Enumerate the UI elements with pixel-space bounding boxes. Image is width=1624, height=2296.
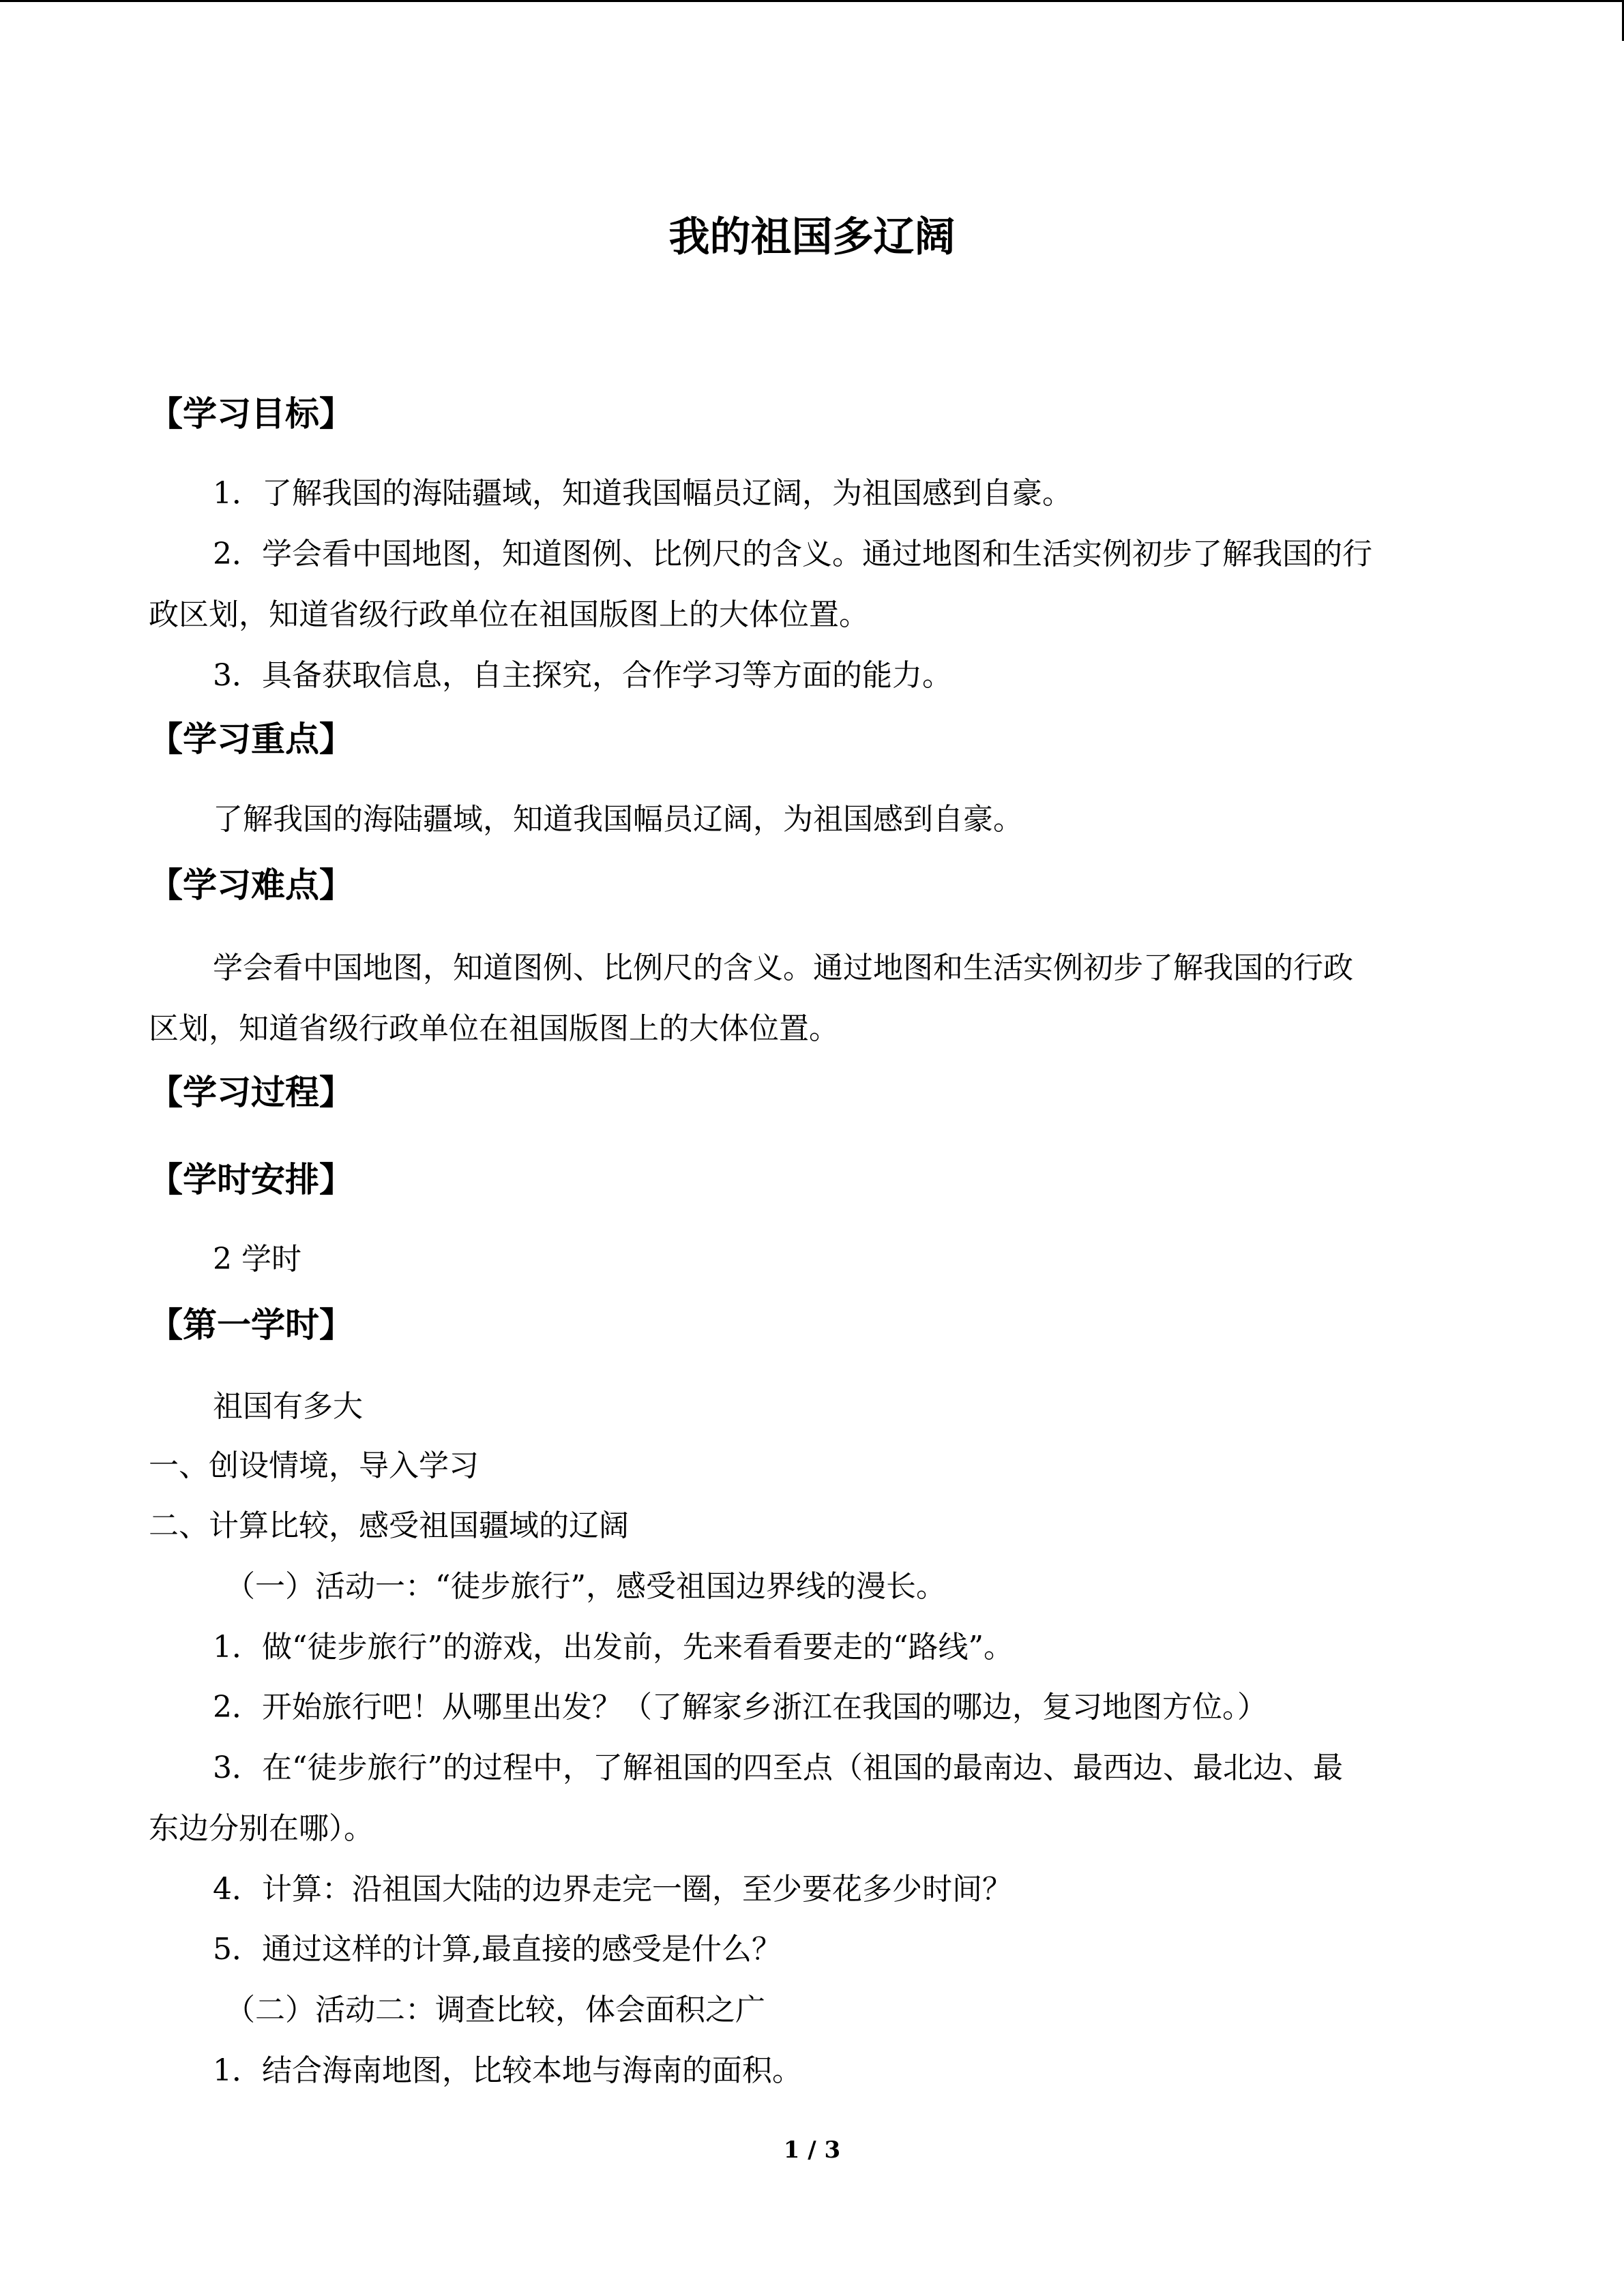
heading-process: 【学习过程】 bbox=[149, 1072, 353, 1112]
section-1: 一、创设情境，导入学习 bbox=[149, 1448, 479, 1483]
activity-1-step-4: 4．计算：沿祖国大陆的边界走完一圈，至少要花多少时间？ bbox=[213, 1872, 1012, 1907]
schedule-text: 2 学时 bbox=[213, 1242, 301, 1277]
difficulties-line2: 区划，知道省级行政单位在祖国版图上的大体位置。 bbox=[149, 1011, 839, 1046]
difficulties-line1: 学会看中国地图，知道图例、比例尺的含义。通过地图和生活实例初步了解我国的行政 bbox=[213, 951, 1353, 985]
activity-1-step-2: 2．开始旅行吧！从哪里出发？（了解家乡浙江在我国的哪边，复习地图方位。） bbox=[213, 1690, 1267, 1725]
heading-first-lesson: 【第一学时】 bbox=[149, 1304, 353, 1345]
activity-1-title: （一）活动一：“徒步旅行”，感受祖国边界线的漫长。 bbox=[225, 1569, 946, 1604]
heading-schedule: 【学时安排】 bbox=[149, 1159, 353, 1199]
activity-1-step-1: 1．做“徒步旅行”的游戏，出发前，先来看看要走的“路线”。 bbox=[213, 1630, 1014, 1665]
objective-3: 3．具备获取信息，自主探究，合作学习等方面的能力。 bbox=[213, 658, 952, 693]
activity-1-step-3-line1: 3．在“徒步旅行”的过程中，了解祖国的四至点（祖国的最南边、最西边、最北边、最 bbox=[213, 1750, 1343, 1785]
objective-2-line1: 2．学会看中国地图，知道图例、比例尺的含义。通过地图和生活实例初步了解我国的行 bbox=[213, 537, 1372, 571]
activity-1-step-5: 5．通过这样的计算,最直接的感受是什么？ bbox=[213, 1932, 782, 1967]
objective-2-line2: 政区划，知道省级行政单位在祖国版图上的大体位置。 bbox=[149, 597, 869, 632]
heading-objectives: 【学习目标】 bbox=[149, 393, 353, 434]
section-2: 二、计算比较，感受祖国疆域的辽阔 bbox=[149, 1508, 629, 1543]
heading-key-points: 【学习重点】 bbox=[149, 719, 353, 759]
objective-1: 1．了解我国的海陆疆域，知道我国幅员辽阔，为祖国感到自豪。 bbox=[213, 476, 1072, 511]
heading-difficulties: 【学习难点】 bbox=[149, 865, 353, 905]
document-title: 我的祖国多辽阔 bbox=[668, 213, 956, 261]
key-points-text: 了解我国的海陆疆域，知道我国幅员辽阔，为祖国感到自豪。 bbox=[213, 802, 1023, 837]
lesson-subtitle: 祖国有多大 bbox=[213, 1389, 363, 1424]
activity-1-step-3-line2: 东边分别在哪）。 bbox=[149, 1811, 374, 1846]
page-top-border bbox=[0, 0, 1624, 2]
activity-2-step-1: 1．结合海南地图，比较本地与海南的面积。 bbox=[213, 2053, 802, 2088]
activity-2-title: （二）活动二：调查比较，体会面积之广 bbox=[225, 1993, 765, 2027]
page-number: 1 / 3 bbox=[783, 2136, 841, 2164]
